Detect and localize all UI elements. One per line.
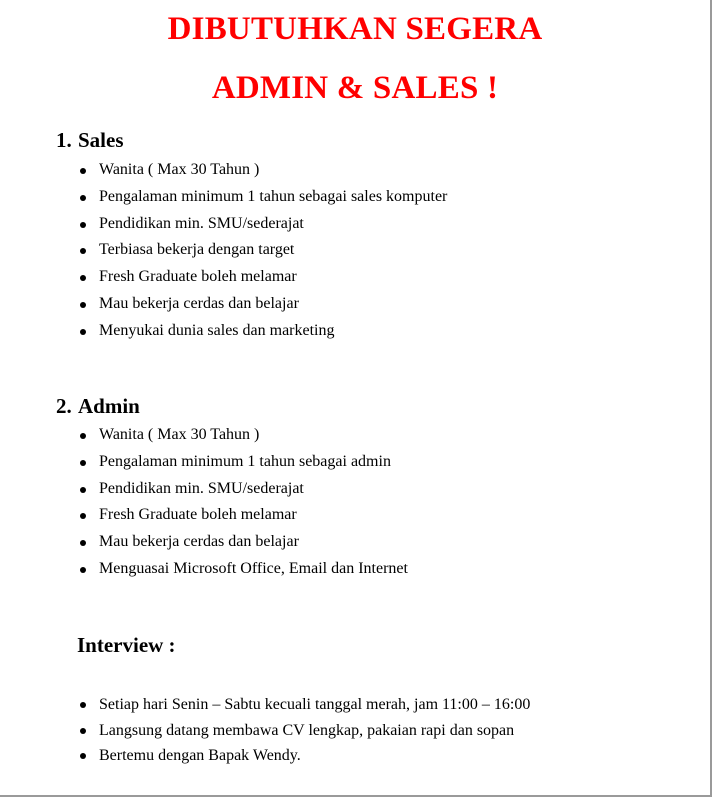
list-item: Mau bekerja cerdas dan belajar xyxy=(78,529,408,556)
section-title-text: Admin xyxy=(78,394,140,418)
list-item: Pengalaman minimum 1 tahun sebagai admin xyxy=(78,449,408,476)
interview-title: Interview : xyxy=(77,633,176,657)
list-item: Pendidikan min. SMU/sederajat xyxy=(78,211,447,238)
list-item: Pendidikan min. SMU/sederajat xyxy=(78,476,408,503)
list-item: Langsung datang membawa CV lengkap, pakaian rapi dan sopan xyxy=(78,718,530,744)
list-item: Mau bekerja cerdas dan belajar xyxy=(78,291,447,318)
list-item: Bertemu dengan Bapak Wendy. xyxy=(78,743,530,769)
sales-requirements-list xyxy=(78,157,447,345)
list-item: Pengalaman minimum 1 tahun sebagai sales komputer xyxy=(78,184,447,211)
list-item: Wanita ( Max 30 Tahun ) xyxy=(78,157,447,184)
list-item: Menyukai dunia sales dan marketing xyxy=(78,318,447,345)
headline-line-1: DIBUTUHKAN SEGERA xyxy=(167,11,543,47)
list-item: Fresh Graduate boleh melamar xyxy=(78,502,408,529)
headline-line-2: ADMIN & SALES ! xyxy=(211,70,499,106)
section-title-text: Sales xyxy=(78,128,124,152)
admin-requirements-list xyxy=(78,422,408,583)
section-number: 1. xyxy=(56,128,72,152)
list-item: Wanita ( Max 30 Tahun ) xyxy=(78,422,408,449)
list-item: Menguasai Microsoft Office, Email dan Internet xyxy=(78,556,408,583)
list-item: Setiap hari Senin – Sabtu kecuali tanggal merah, jam 11:00 – 16:00 xyxy=(78,692,530,718)
section-title-sales xyxy=(56,128,124,152)
interview-info-list xyxy=(78,692,530,769)
list-item: Fresh Graduate boleh melamar xyxy=(78,264,447,291)
section-title-admin xyxy=(56,394,140,418)
section-number: 2. xyxy=(56,394,72,418)
list-item: Terbiasa bekerja dengan target xyxy=(78,237,447,264)
